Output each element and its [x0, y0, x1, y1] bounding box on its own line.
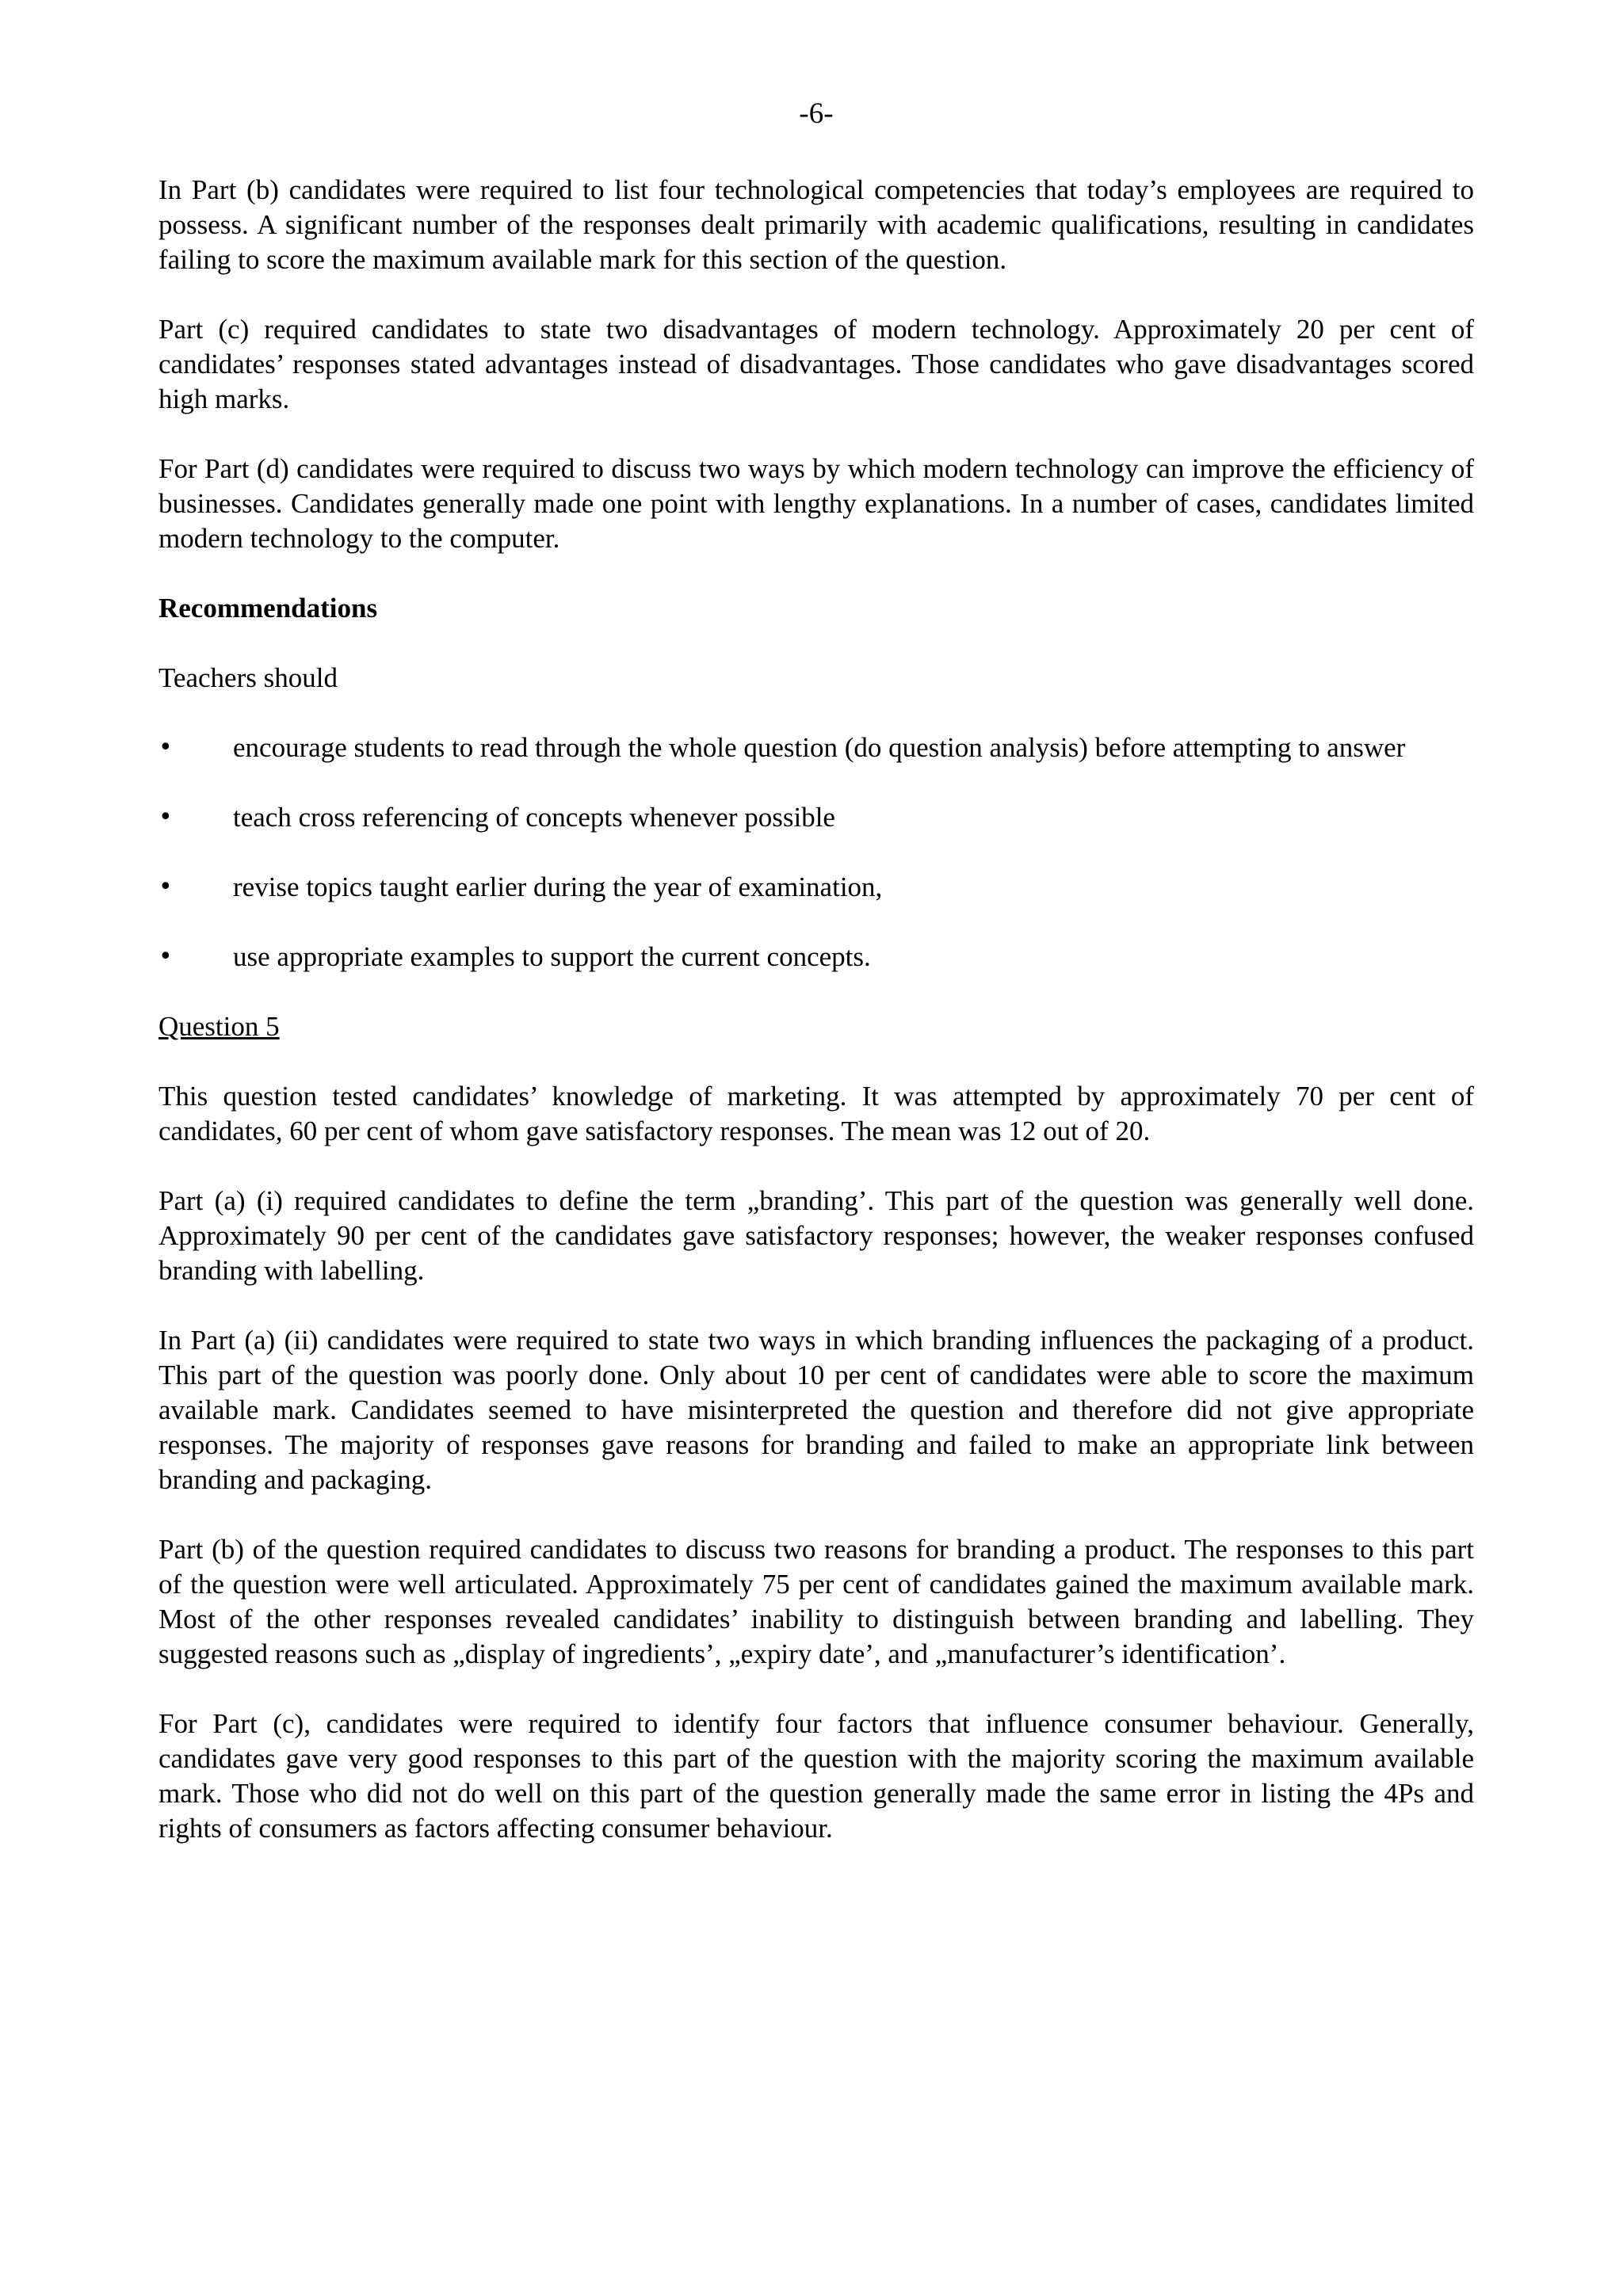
page-number: -6- [799, 97, 834, 130]
question-5-heading: Question 5 [158, 1011, 280, 1042]
paragraph-part-b: In Part (b) candidates were required to list four technological competencies that today’s employees are required to possess. A significant number of the responses dealt primarily with academic qualifications, resulting in candidates failing to score the maximum available mark for this section of the question. [158, 174, 1474, 275]
list-item-text: revise topics taught earlier during the year of examination, [233, 871, 883, 902]
paragraph-q5-overview: This question tested candidates’ knowledge of marketing. It was attempted by approximately 70 per cent of candidates, 60 per cent of whom gave satisfactory responses. The mean was 12 out of 20. [158, 1081, 1474, 1146]
list-item [158, 800, 1474, 835]
document-body [158, 173, 1474, 1881]
paragraph-part-d: For Part (d) candidates were required to discuss two ways by which modern technology can improve the efficiency of businesses. Candidates generally made one point with lengthy explanations. In a number of cases, candidates limited modern technology to the computer. [158, 453, 1474, 554]
bullet-icon: • [158, 943, 173, 971]
bullet-icon: • [158, 803, 173, 831]
list-item-text: use appropriate examples to support the current concepts. [233, 941, 871, 972]
paragraph-q5-part-c: For Part (c), candidates were required to identify four factors that influence consumer behaviour. Generally, candidates gave very good responses to this part of the question with the majority scoring the maximum available mark. Those who did not do well on this part of the question generally made the same error in listing the 4Ps and rights of consumers as factors affecting consumer behaviour. [158, 1708, 1474, 1844]
recommendations-lead-in: Teachers should [158, 662, 338, 693]
paragraph-q5-part-a-ii: In Part (a) (ii) candidates were required to state two ways in which branding influences the packaging of a product. This part of the question was poorly done. Only about 10 per cent of candidates were able to score the maximum available mark. Candidates seemed to have misinterpreted the question and therefore did not give appropriate responses. The majority of responses gave reasons for branding and failed to make an appropriate link between branding and packaging. [158, 1325, 1474, 1495]
recommendations-list [158, 730, 1474, 974]
bullet-icon: • [158, 873, 173, 901]
list-item [158, 870, 1474, 905]
list-item-text: encourage students to read through the whole question (do question analysis) before attempting to answer [233, 732, 1406, 763]
bullet-icon: • [158, 734, 173, 761]
list-item-text: teach cross referencing of concepts whenever possible [233, 802, 835, 833]
paragraph-q5-part-b: Part (b) of the question required candidates to discuss two reasons for branding a product. The responses to this part of the question were well articulated. Approximately 75 per cent of candidates gained the maximum available mark. Most of the other responses revealed candidates’ inability to distinguish between branding and labelling. They suggested reasons such as „display of ingredients’, „expiry date’, and „manufacturer’s identification’. [158, 1534, 1474, 1669]
paragraph-q5-part-a-i: Part (a) (i) required candidates to define the term „branding’. This part of the question was generally well done. Approximately 90 per cent of the candidates gave satisfactory responses; however, the weaker responses confused branding with labelling. [158, 1185, 1474, 1286]
recommendations-heading: Recommendations [158, 593, 378, 624]
list-item [158, 730, 1474, 765]
document-page [158, 0, 1474, 2296]
paragraph-part-c: Part (c) required candidates to state two disadvantages of modern technology. Approximately 20 per cent of candidates’ responses stated advantages instead of disadvantages. Those candidates who gave disadvantages scored high marks. [158, 314, 1474, 414]
list-item [158, 940, 1474, 974]
